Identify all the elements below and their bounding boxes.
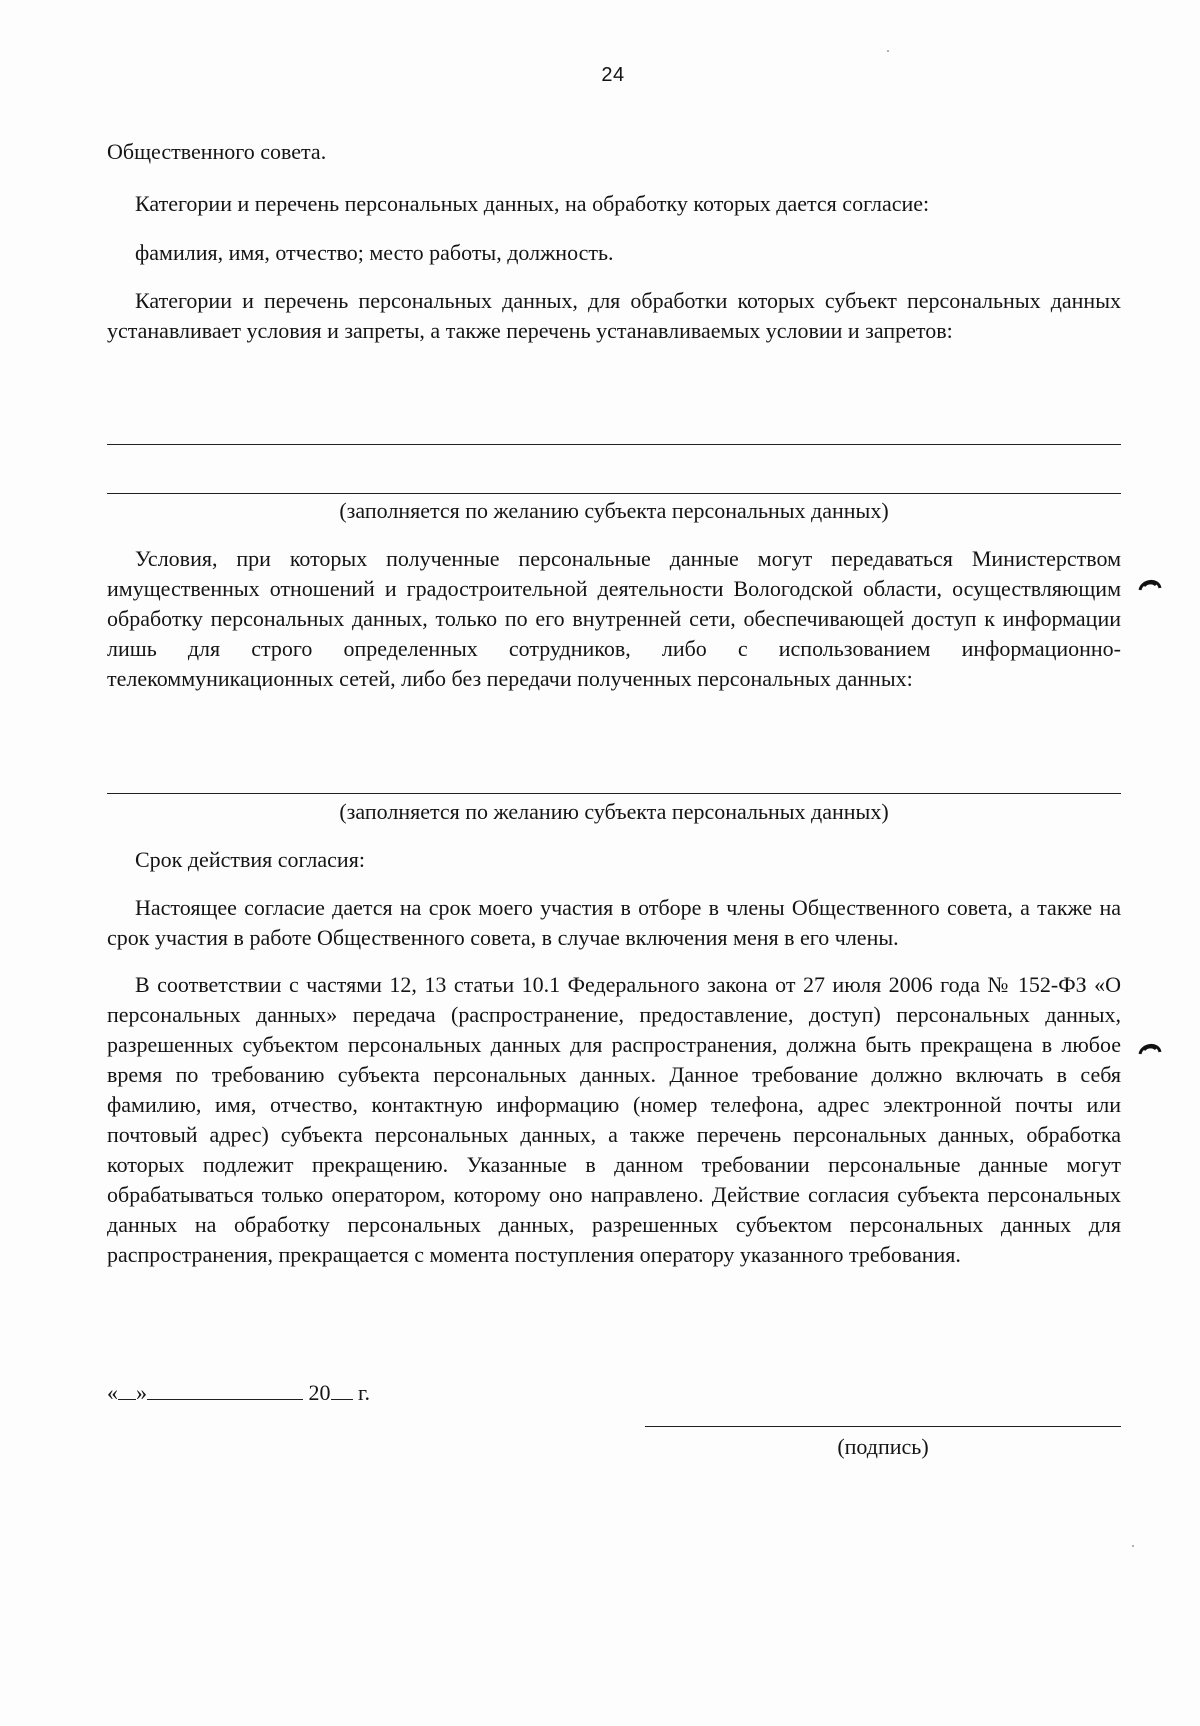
paragraph-federal-law (107, 970, 1121, 1270)
paragraph-transfer-conditions (107, 544, 1121, 694)
paragraph-text: Категории и перечень персональных данных, на обработку которых дается согласие: (135, 191, 930, 216)
paragraph-text: фамилия, имя, отчество; место работы, должность. (135, 240, 614, 265)
day-blank[interactable] (118, 1379, 136, 1400)
signature-caption: (подпись) (837, 1434, 929, 1459)
paragraph-text: Категории и перечень персональных данных, для обработки которых субъект персональных данных устанавливает условия и запреты, а также перечень устанавливаемых условии и запретов: (107, 288, 1121, 343)
scan-speck (887, 50, 889, 52)
paragraph-conditions-prohibitions (107, 286, 1121, 346)
paragraph-text: Настоящее согласие дается на срок моего участия в отборе в члены Общественного совета, а также на срок участия в работе Общественного совета, в случае включения меня в его члены. (107, 895, 1121, 950)
year-prefix: 20 (308, 1380, 331, 1405)
paragraph-continuation (107, 137, 1121, 167)
year-blank[interactable] (331, 1379, 353, 1400)
paragraph-text: Общественного совета. (107, 139, 327, 164)
paragraph-category-list (107, 238, 1121, 268)
date-open-quote: « (107, 1380, 118, 1405)
fill-caption: (заполняется по желанию субъекта персональных данных) (339, 799, 889, 824)
signature-line[interactable] (645, 1426, 1121, 1427)
fill-in-line-2[interactable] (107, 493, 1121, 494)
paragraph-text: Срок действия согласия: (135, 847, 365, 872)
date-field (107, 1378, 370, 1408)
paragraph-text: Условия, при которых полученные персональные данные могут передаваться Министерством имущественных отношений и градостроительной деятельности Вологодской области, осуществляющим обработку персональных данных, только по его внутренней сети, обеспечивающей доступ к информации лишь для строго определенных сотрудников, либо с использованием информационно-телекоммуникационных сетей, либо без передачи полученных персональных данных: (107, 546, 1121, 691)
staple-mark-icon (1138, 1040, 1162, 1056)
fill-caption: (заполняется по желанию субъекта персональных данных) (339, 498, 889, 523)
paragraph-consent-term (107, 893, 1121, 953)
paragraph-consent-term-heading (107, 845, 1121, 875)
paragraph-text: В соответствии с частями 12, 13 статьи 10.1 Федерального закона от 27 июля 2006 года № 152-ФЗ «О персональных данных» передача (распространение, предоставление, доступ) персональных данных, разрешенных субъектом персональных данных для распространения, должна быть прекращена в любое время по требованию субъекта персональных данных. Данное требование должно включать в себя фамилию, имя, отчество, контактную информацию (номер телефона, адрес электронной почты или почтовый адрес) субъекта персональных данных, а также перечень персональных данных, обработка которых подлежит прекращению. Указанные в данном требовании персональные данные могут обрабатываться только оператором, которому оно направлено. Действие согласия субъекта персональных данных на обработку персональных данных, разрешенных субъектом персональных данных для распространения, прекращается с момента поступления оператору указанного требования. (107, 972, 1121, 1267)
fill-in-line-3[interactable] (107, 793, 1121, 794)
month-blank[interactable] (147, 1379, 303, 1400)
page-number: 24 (601, 64, 625, 86)
staple-mark-icon (1138, 576, 1162, 592)
paragraph-categories (107, 189, 1121, 219)
year-suffix: г. (358, 1380, 371, 1405)
date-close-quote: » (136, 1380, 147, 1405)
scan-speck (1132, 1545, 1134, 1547)
fill-in-line-1[interactable] (107, 444, 1121, 445)
